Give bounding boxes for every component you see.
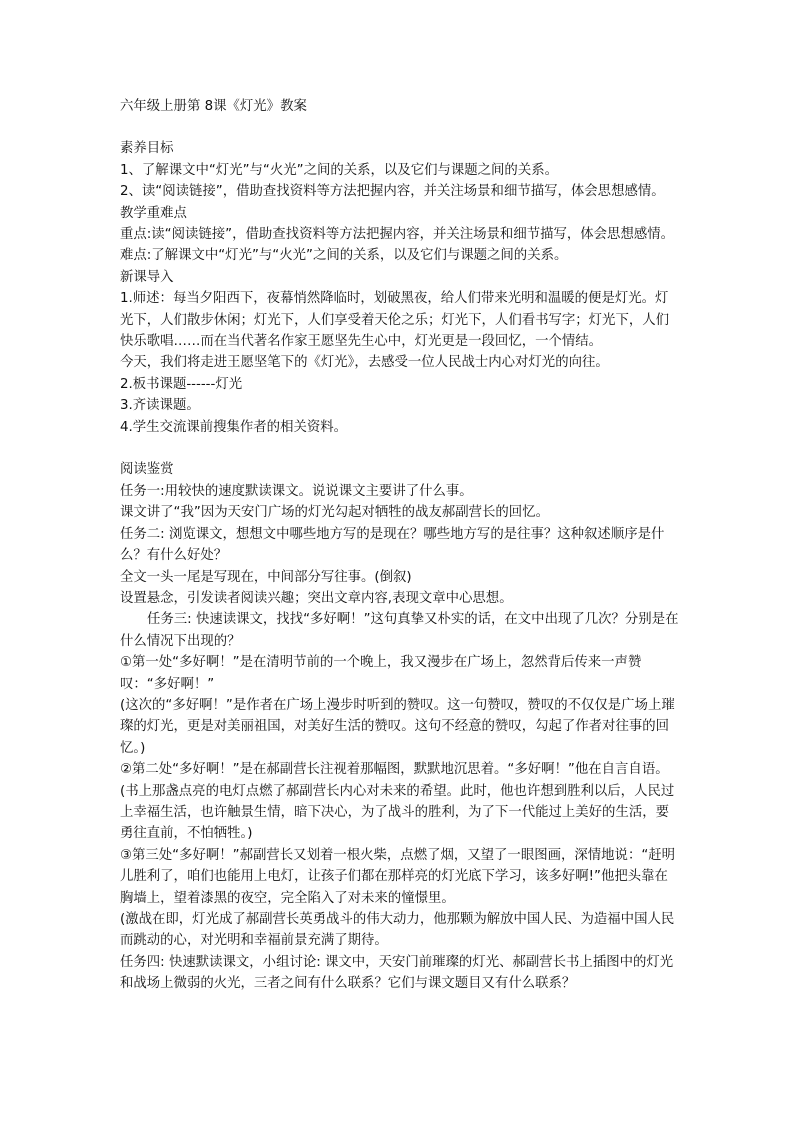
reading-item-5: 设置悬念，引发读者阅读兴趣；突出文章内容,表现文章中心思想。 xyxy=(120,590,513,606)
reading-item-3: 任务二: 浏览课文，想想文中哪些地方写的是现在？哪些地方写的是往事？这种叙述顺序是什么？有什么好处？ xyxy=(120,526,665,564)
reading-item-11: ③第三处“多好啊！”郝副营长又划着一根火柴，点燃了烟，又望了一眼图画，深情地说：“赶明儿胜利了，咱们也能用上电灯，让孩子们都在那样亮的灯光底下学习，该多好啊!”他把头靠在胸墙上，望着漆黑的夜空，完全陷入了对未来的憧憬里。 xyxy=(120,847,676,906)
reading-item-8: (这次的“多好啊！”是作者在广场上漫步时听到的赞叹。这一句赞叹，赞叹的不仅仅是广场上璀璨的灯光，更是对美丽祖国，对美好生活的赞叹。这句不经意的赞叹，勾起了作者对往事的回忆。) xyxy=(120,697,675,756)
key-point-difficulty: 难点:了解课文中“灯光”与“火光”之间的关系，以及它们与课题之间的关系。 xyxy=(120,248,568,264)
intro-heading: 新课导入 xyxy=(120,269,174,285)
reading-item-7: ①第一处“多好啊！”是在清明节前的一个晚上，我又漫步在广场上，忽然背后传来一声赞叹：“多好啊！” xyxy=(120,655,642,692)
reading-item-4: 全文一头一尾是写现在，中间部分写往事。(倒叙) xyxy=(120,569,412,585)
reading-item-12: (激战在即，灯光成了郝副营长英勇战斗的伟大动力，他那颗为解放中国人民、为造福中国人民而跳动的心，对光明和幸福前景充满了期待。 xyxy=(120,912,675,949)
document-title: 六年级上册第 8课《灯光》教案 xyxy=(120,99,307,114)
document-content xyxy=(120,96,680,995)
section-spacer xyxy=(120,438,680,459)
key-point-focus: 重点:读“阅读链接”，借助查找资料等方法把握内容，并关注场景和细节描写，体会思想感情。 xyxy=(120,227,675,243)
goal-item-1: 1、了解课文中“灯光”与“火光”之间的关系，以及它们与课题之间的关系。 xyxy=(120,162,558,178)
intro-item-1: 1.师述：每当夕阳西下，夜幕悄然降临时，划破黑夜，给人们带来光明和温暖的便是灯光。灯光下，人们散步休闲；灯光下，人们享受着天伦之乐；灯光下，人们看书写字；灯光下，人们快乐歌唱……而在当代著名作家王愿坚先生心中，灯光更是一段回忆，一个情结。 xyxy=(120,291,670,350)
reading-item-2: 课文讲了“我”因为天安门广场的灯光勾起对牺牲的战友郝副营长的回忆。 xyxy=(120,505,549,521)
intro-item-5: 4.学生交流课前搜集作者的相关资料。 xyxy=(120,419,348,435)
intro-item-3: 2.板书课题------灯光 xyxy=(120,376,243,392)
key-points-heading: 教学重难点 xyxy=(120,205,187,221)
reading-item-9: ②第二处“多好啊！”是在郝副营长注视着那幅图，默默地沉思着。“多好啊！”他在自言自语。 xyxy=(120,762,669,778)
intro-item-4: 3.齐读课题。 xyxy=(120,398,200,414)
reading-item-10: (书上那盏点亮的电灯点燃了郝副营长内心对未来的希望。此时，他也许想到胜利以后，人民过上幸福生活，也许触景生情，暗下决心，为了战斗的胜利，为了下一代能过上美好的生活，要勇往直前，不怕牺牲。) xyxy=(120,783,675,842)
reading-item-13: 任务四: 快速默读课文，小组讨论: 课文中，天安门前璀璨的灯光、郝副营长书上插图中的灯光和战场上微弱的火光，三者之间有什么联系？它们与课文题目又有什么联系？ xyxy=(120,954,674,992)
goals-heading: 素养目标 xyxy=(120,141,174,157)
goal-item-2: 2、读“阅读链接”，借助查找资料等方法把握内容，并关注场景和细节描写，体会思想感情。 xyxy=(120,184,665,200)
reading-item-6: 任务三: 快速读课文，找找“多好啊！”这句真挚又朴实的话，在文中出现了几次？分别是在什么情况下出现的？ xyxy=(120,612,679,649)
reading-heading: 阅读鉴赏 xyxy=(120,462,174,478)
intro-item-2: 今天，我们将走进王愿坚笔下的《灯光》，去感受一位人民战士内心对灯光的向往。 xyxy=(120,355,609,371)
reading-item-1: 任务一:用较快的速度默读课文。说说课文主要讲了什么事。 xyxy=(120,483,473,499)
